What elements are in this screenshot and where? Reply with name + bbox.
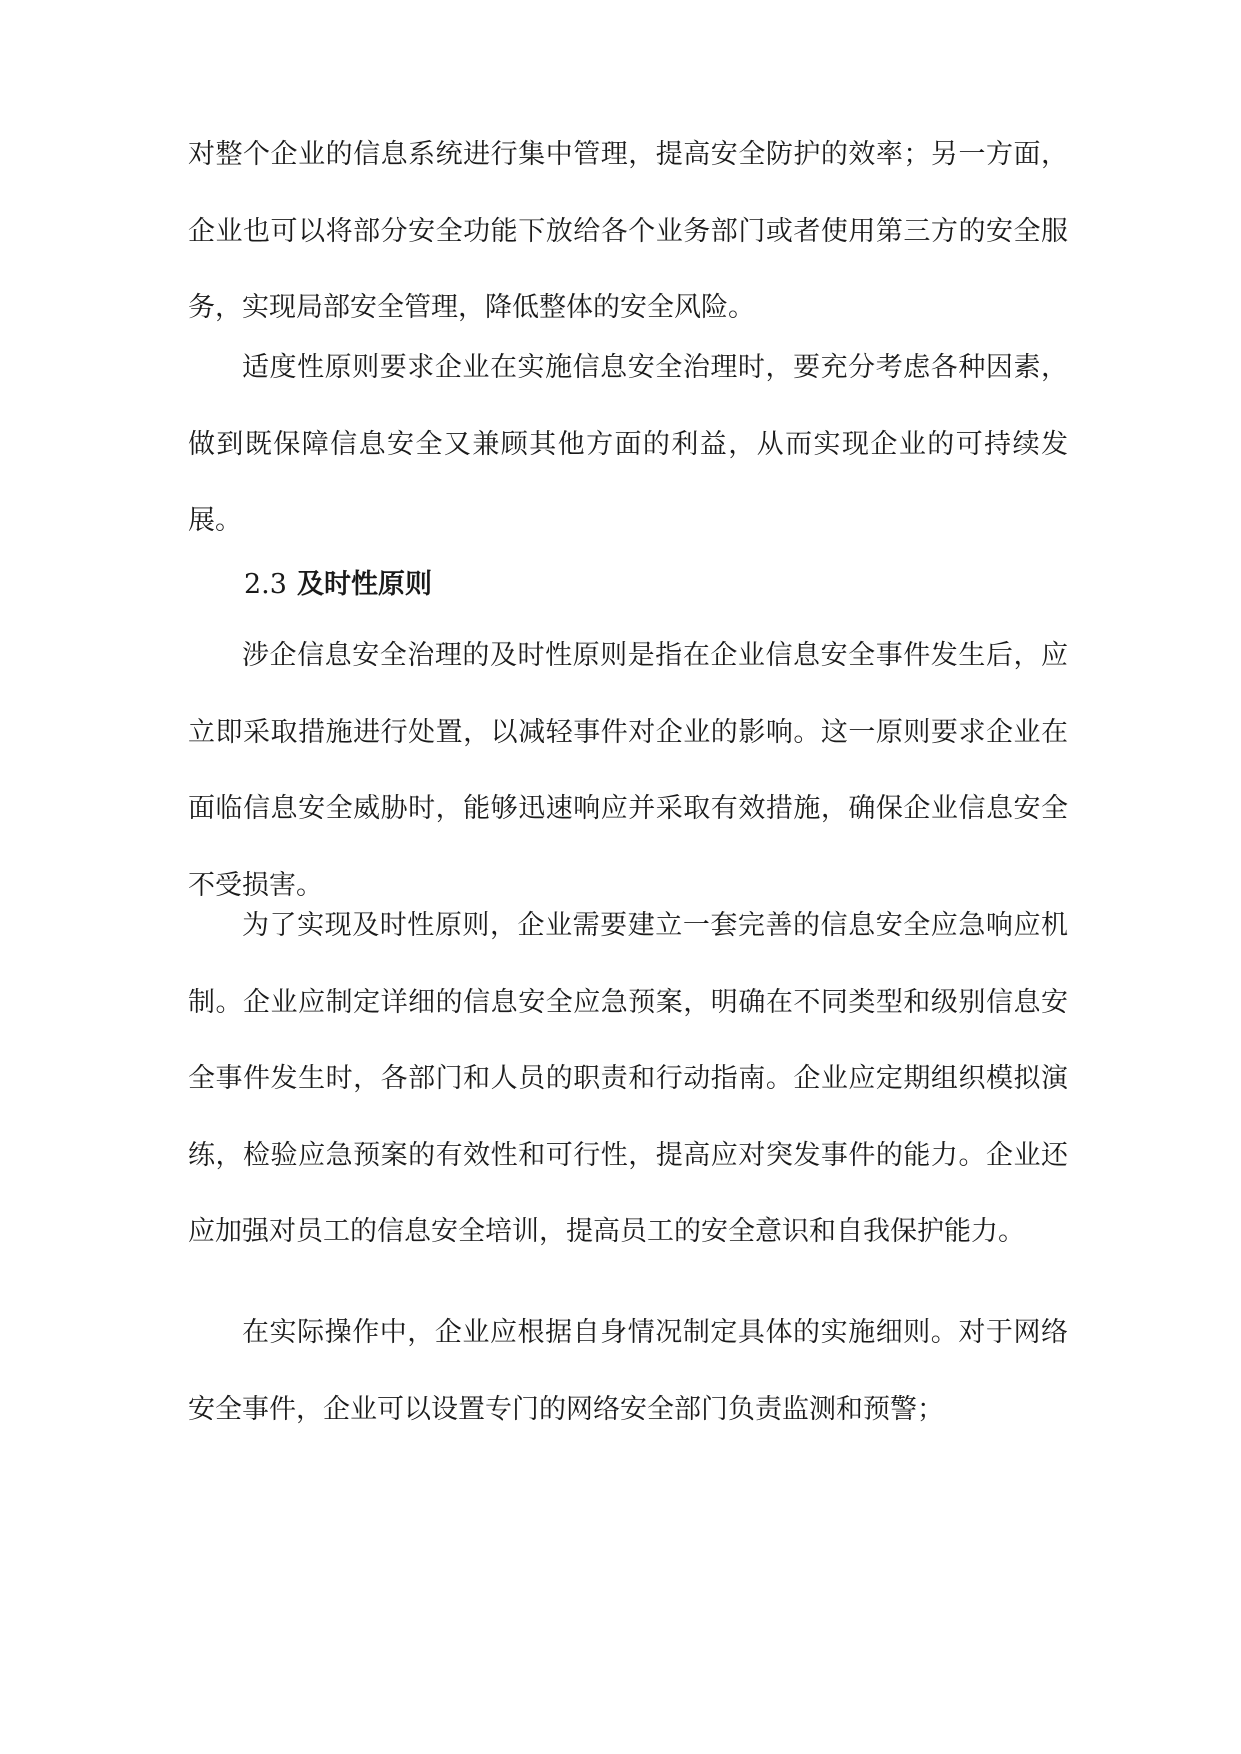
paragraph-emergency-response: 为了实现及时性原则，企业需要建立一套完善的信息安全应急响应机制。企业应制定详细的信息安全应急预案，明确在不同类型和级别信息安全事件发生时，各部门和人员的职责和行动指南。企业应定期组织模拟演练，检验应急预案的有效性和可行性，提高应对突发事件的能力。企业还应加强对员工的信息安全培训，提高员工的安全意识和自我保护能力。: [188, 910, 1068, 1247]
section-number: 2.3: [244, 569, 287, 600]
paragraph-implementation: 在实际操作中，企业应根据自身情况制定具体的实施细则。对于网络安全事件，企业可以设置专门的网络安全部门负责监测和预警；: [188, 1317, 1068, 1425]
paragraph-continuation: 对整个企业的信息系统进行集中管理，提高安全防护的效率；另一方面，企业也可以将部分安全功能下放给各个业务部门或者使用第三方的安全服务，实现局部安全管理，降低整体的安全风险。: [188, 139, 1068, 323]
paragraph-moderation-principle: 适度性原则要求企业在实施信息安全治理时，要充分考虑各种因素，做到既保障信息安全又兼顾其他方面的利益，从而实现企业的可持续发展。: [188, 352, 1068, 536]
paragraph-timeliness-definition: 涉企信息安全治理的及时性原则是指在企业信息安全事件发生后，应立即采取措施进行处置，以减轻事件对企业的影响。这一原则要求企业在面临信息安全威胁时，能够迅速响应并采取有效措施，确保企业信息安全不受损害。: [188, 640, 1068, 901]
section-heading: [244, 555, 432, 615]
section-title: 及时性原则: [296, 569, 432, 600]
